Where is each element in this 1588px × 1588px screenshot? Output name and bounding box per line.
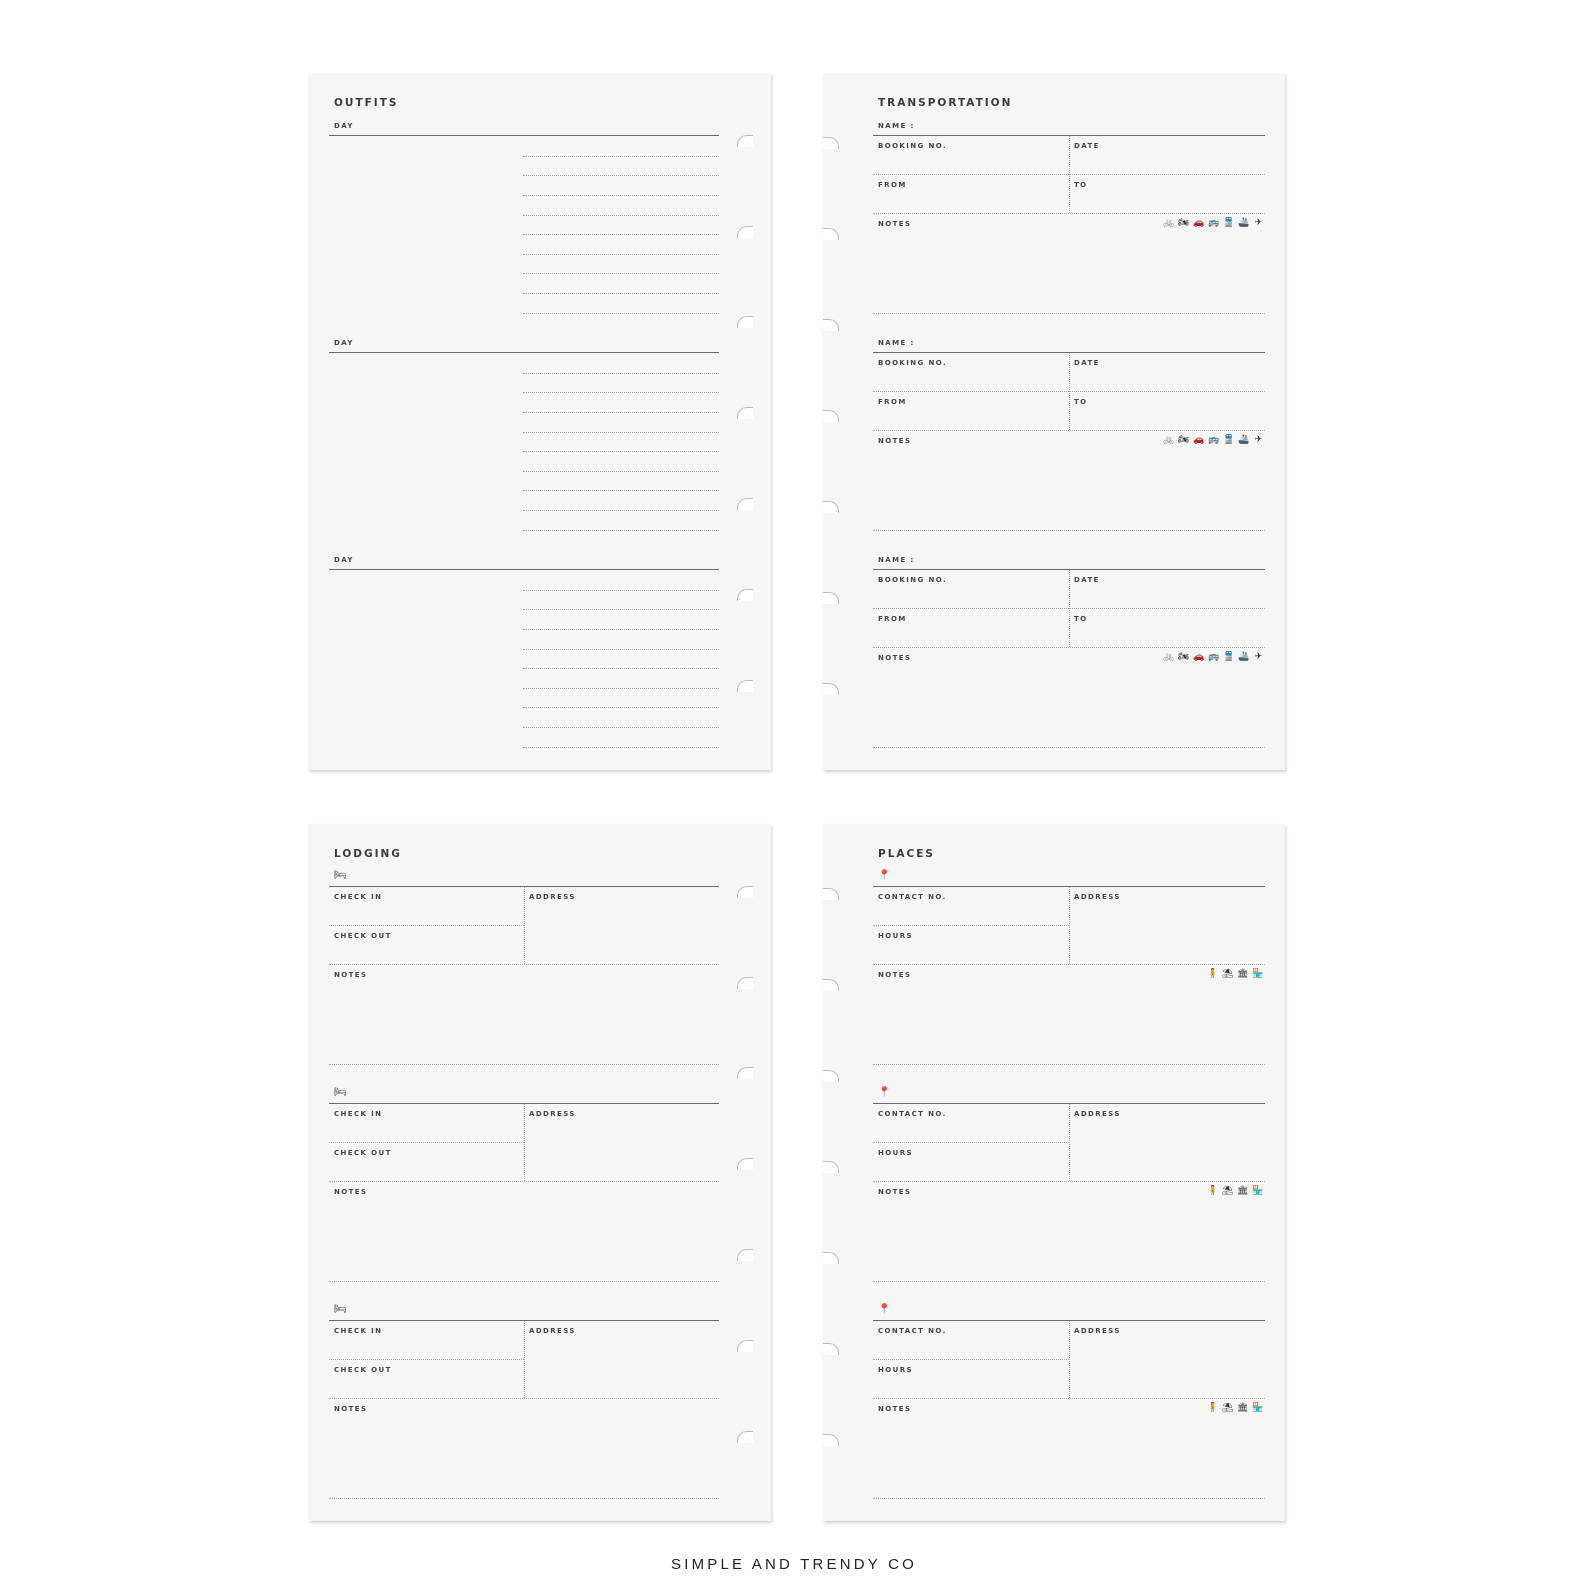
page-title: LODGING xyxy=(334,848,402,860)
brand-footer: SIMPLE AND TRENDY CO xyxy=(671,1556,917,1573)
notes-line xyxy=(873,313,1265,314)
notes-label: NOTES xyxy=(334,1188,368,1196)
train-icon: 🚆 xyxy=(1223,435,1235,445)
day-divider xyxy=(329,569,719,570)
contact-no-label: CONTACT NO. xyxy=(878,1110,947,1118)
check-in-label: CHECK IN xyxy=(334,1327,383,1335)
transport-icons xyxy=(1163,219,1264,228)
field-line xyxy=(329,964,719,965)
shop-icon: 🏪 xyxy=(1252,1186,1264,1196)
address-label: ADDRESS xyxy=(1074,1110,1121,1118)
column-divider xyxy=(1069,353,1070,430)
notes-label: NOTES xyxy=(878,437,912,445)
contact-no-label: CONTACT NO. xyxy=(878,1327,947,1335)
address-label: ADDRESS xyxy=(1074,1327,1121,1335)
binder-notch xyxy=(823,410,839,422)
notes-label: NOTES xyxy=(878,1405,912,1413)
page-title: PLACES xyxy=(878,848,935,860)
museum-icon: 🏛 xyxy=(1237,1403,1249,1413)
column-divider xyxy=(524,887,525,964)
binder-notch xyxy=(737,589,753,601)
hours-label: HOURS xyxy=(878,1149,913,1157)
field-line xyxy=(873,1398,1265,1399)
binder-notch xyxy=(823,1070,839,1082)
page-title: OUTFITS xyxy=(334,97,399,109)
field-line xyxy=(329,1181,719,1182)
motorcycle-icon: 🏍 xyxy=(1178,435,1190,445)
address-label: ADDRESS xyxy=(529,1327,576,1335)
binder-notch xyxy=(737,1067,753,1079)
bus-icon: 🚌 xyxy=(1208,435,1220,445)
notes-line xyxy=(329,1281,719,1282)
notes-label: NOTES xyxy=(878,971,912,979)
place-icons xyxy=(1207,970,1263,979)
lodging-page xyxy=(309,824,771,1521)
bus-icon: 🚌 xyxy=(1208,218,1220,228)
column-divider xyxy=(1069,1321,1070,1398)
airplane-icon: ✈ xyxy=(1254,218,1263,228)
to-label: TO xyxy=(1074,615,1088,623)
museum-icon: 🏛 xyxy=(1237,969,1249,979)
page-title: TRANSPORTATION xyxy=(878,97,1013,109)
map-pin-icon: 📍 xyxy=(878,1304,891,1315)
bicycle-icon: 🚲 xyxy=(1163,435,1175,445)
name-label: NAME : xyxy=(878,122,915,130)
name-label: NAME : xyxy=(878,339,915,347)
airplane-icon: ✈ xyxy=(1254,652,1263,662)
car-icon: 🚗 xyxy=(1193,435,1205,445)
place-icons xyxy=(1207,1187,1263,1196)
field-line xyxy=(873,925,1069,926)
places-page xyxy=(823,824,1285,1521)
binder-notch xyxy=(823,683,839,695)
booking-no-label: BOOKING NO. xyxy=(878,142,948,150)
check-in-label: CHECK IN xyxy=(334,893,383,901)
date-label: DATE xyxy=(1074,576,1100,584)
transportation-page xyxy=(823,73,1285,770)
ship-icon: 🚢 xyxy=(1238,218,1250,228)
day-label: DAY xyxy=(334,122,354,130)
check-out-label: CHECK OUT xyxy=(334,1366,392,1374)
day-divider xyxy=(329,135,719,136)
binder-notch xyxy=(823,592,839,604)
notes-line xyxy=(873,747,1265,748)
binder-notch xyxy=(737,498,753,510)
notes-line xyxy=(873,530,1265,531)
beach-icon: ⛱ xyxy=(1222,1186,1234,1196)
bed-icon: 🛏 xyxy=(334,1304,347,1315)
column-divider xyxy=(1069,136,1070,213)
column-divider xyxy=(1069,1104,1070,1181)
binder-notch xyxy=(737,1431,753,1443)
notes-label: NOTES xyxy=(878,654,912,662)
bed-icon: 🛏 xyxy=(334,870,347,881)
beach-icon: ⛱ xyxy=(1222,969,1234,979)
binder-notch xyxy=(737,1158,753,1170)
binder-notch xyxy=(737,680,753,692)
hours-label: HOURS xyxy=(878,932,913,940)
day-divider xyxy=(329,352,719,353)
notes-line xyxy=(329,1064,719,1065)
booking-no-label: BOOKING NO. xyxy=(878,576,948,584)
notes-label: NOTES xyxy=(334,1405,368,1413)
field-line xyxy=(873,1181,1265,1182)
beach-icon: ⛱ xyxy=(1222,1403,1234,1413)
ship-icon: 🚢 xyxy=(1238,435,1250,445)
check-out-label: CHECK OUT xyxy=(334,932,392,940)
binder-notch xyxy=(823,228,839,240)
field-line xyxy=(329,1398,719,1399)
binder-notch xyxy=(737,135,753,147)
booking-no-label: BOOKING NO. xyxy=(878,359,948,367)
field-line xyxy=(873,213,1265,214)
map-pin-icon: 📍 xyxy=(878,870,891,881)
address-label: ADDRESS xyxy=(529,1110,576,1118)
binder-notch xyxy=(737,226,753,238)
address-label: ADDRESS xyxy=(529,893,576,901)
train-icon: 🚆 xyxy=(1223,652,1235,662)
bus-icon: 🚌 xyxy=(1208,652,1220,662)
ship-icon: 🚢 xyxy=(1238,652,1250,662)
column-divider xyxy=(524,1104,525,1181)
shop-icon: 🏪 xyxy=(1252,969,1264,979)
binder-notch xyxy=(737,407,753,419)
check-in-label: CHECK IN xyxy=(334,1110,383,1118)
binder-notch xyxy=(737,977,753,989)
binder-notch xyxy=(823,1434,839,1446)
binder-notch xyxy=(823,1343,839,1355)
field-line xyxy=(873,1359,1069,1360)
notes-line xyxy=(873,1281,1265,1282)
column-divider xyxy=(1069,887,1070,964)
day-label: DAY xyxy=(334,556,354,564)
binder-notch xyxy=(823,319,839,331)
binder-notch xyxy=(737,1249,753,1261)
motorcycle-icon: 🏍 xyxy=(1178,652,1190,662)
transport-icons xyxy=(1163,436,1264,445)
notes-label: NOTES xyxy=(878,220,912,228)
binder-notch xyxy=(823,1252,839,1264)
binder-notch xyxy=(823,979,839,991)
car-icon: 🚗 xyxy=(1193,652,1205,662)
day-label: DAY xyxy=(334,339,354,347)
date-label: DATE xyxy=(1074,142,1100,150)
binder-notch xyxy=(823,137,839,149)
field-line xyxy=(873,430,1265,431)
from-label: FROM xyxy=(878,398,907,406)
binder-notch xyxy=(823,501,839,513)
airplane-icon: ✈ xyxy=(1254,435,1263,445)
to-label: TO xyxy=(1074,398,1088,406)
outfits-page xyxy=(309,73,771,770)
binder-notch xyxy=(737,316,753,328)
to-label: TO xyxy=(1074,181,1088,189)
place-icons xyxy=(1207,1404,1263,1413)
field-line xyxy=(329,1359,524,1360)
shop-icon: 🏪 xyxy=(1252,1403,1264,1413)
binder-notch xyxy=(737,886,753,898)
binder-notch xyxy=(823,1161,839,1173)
check-out-label: CHECK OUT xyxy=(334,1149,392,1157)
notes-label: NOTES xyxy=(878,1188,912,1196)
bicycle-icon: 🚲 xyxy=(1163,218,1175,228)
transport-icons xyxy=(1163,653,1264,662)
from-label: FROM xyxy=(878,615,907,623)
field-line xyxy=(329,1142,524,1143)
notes-line xyxy=(873,1498,1265,1499)
binder-notch xyxy=(737,1340,753,1352)
field-line xyxy=(873,964,1265,965)
binder-notch xyxy=(823,888,839,900)
from-label: FROM xyxy=(878,181,907,189)
field-line xyxy=(873,647,1265,648)
person-icon: 🧍 xyxy=(1207,969,1219,979)
column-divider xyxy=(1069,570,1070,647)
notes-label: NOTES xyxy=(334,971,368,979)
museum-icon: 🏛 xyxy=(1237,1186,1249,1196)
motorcycle-icon: 🏍 xyxy=(1178,218,1190,228)
field-line xyxy=(873,1142,1069,1143)
car-icon: 🚗 xyxy=(1193,218,1205,228)
name-label: NAME : xyxy=(878,556,915,564)
person-icon: 🧍 xyxy=(1207,1186,1219,1196)
person-icon: 🧍 xyxy=(1207,1403,1219,1413)
field-line xyxy=(329,925,524,926)
address-label: ADDRESS xyxy=(1074,893,1121,901)
column-divider xyxy=(524,1321,525,1398)
notes-line xyxy=(873,1064,1265,1065)
contact-no-label: CONTACT NO. xyxy=(878,893,947,901)
bicycle-icon: 🚲 xyxy=(1163,652,1175,662)
train-icon: 🚆 xyxy=(1223,218,1235,228)
hours-label: HOURS xyxy=(878,1366,913,1374)
map-pin-icon: 📍 xyxy=(878,1087,891,1098)
date-label: DATE xyxy=(1074,359,1100,367)
notes-line xyxy=(329,1498,719,1499)
bed-icon: 🛏 xyxy=(334,1087,347,1098)
